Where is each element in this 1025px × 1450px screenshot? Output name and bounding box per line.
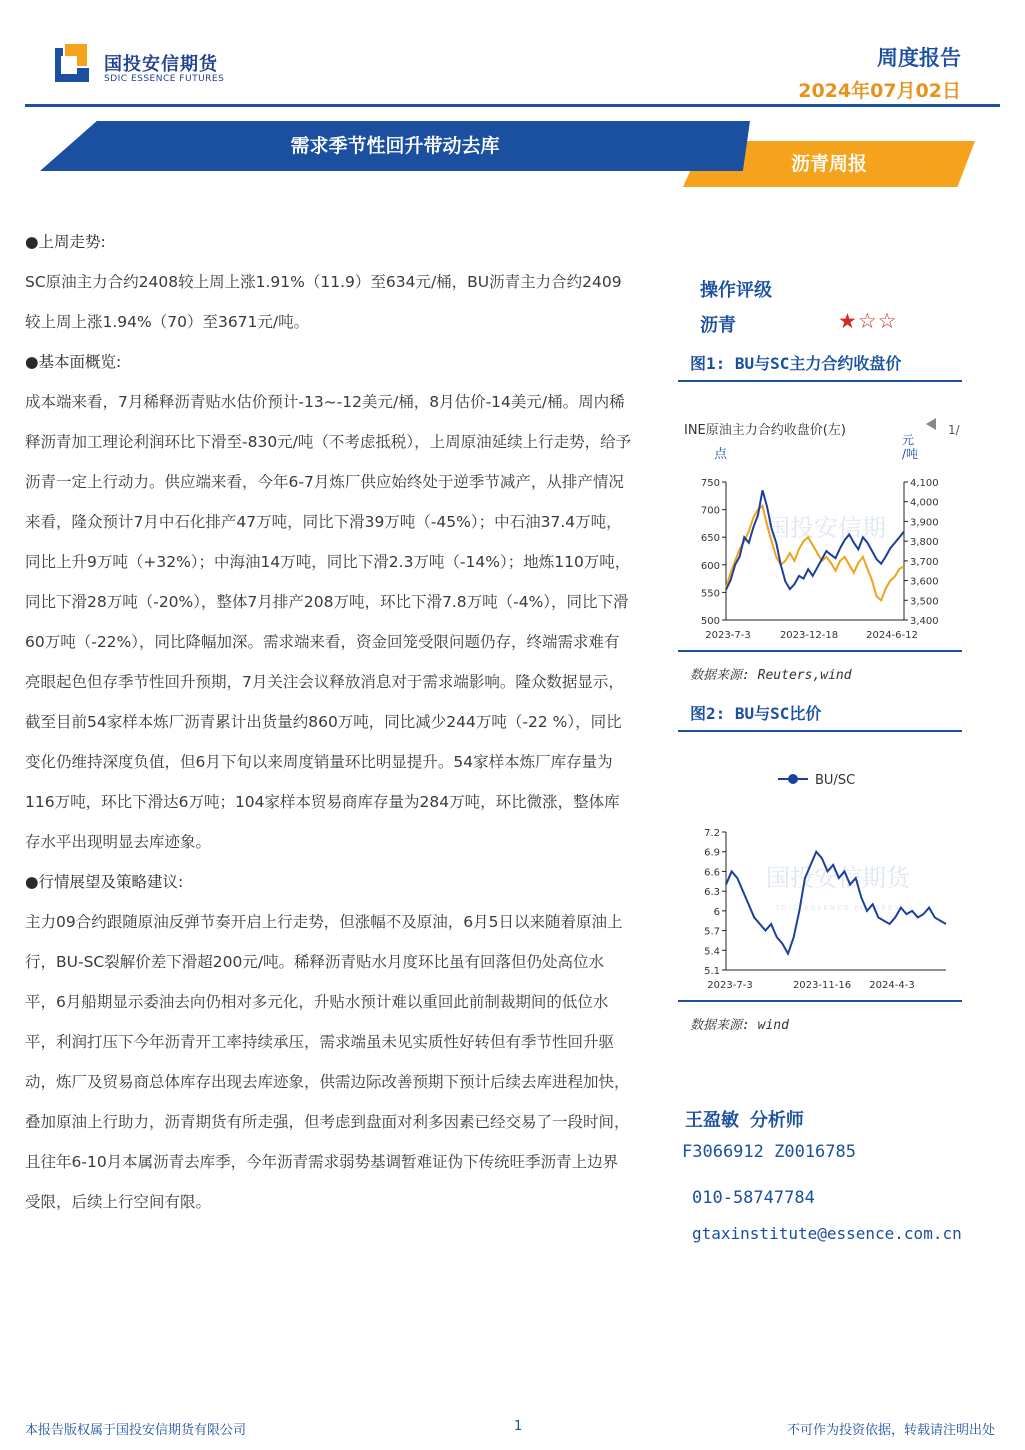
report-date: 2024年07月02日 — [798, 80, 961, 102]
chart1-left-unit: 点 — [714, 447, 728, 462]
chart1-legend-label: INE原油主力合约收盘价(左) — [684, 423, 846, 438]
chart1-left-tick-label: 500 — [700, 616, 720, 627]
report-type: 周度报告 — [877, 46, 961, 70]
chart2-y-tick-label: 7.2 — [704, 828, 720, 839]
rating-stars: ★☆☆ — [838, 309, 898, 333]
chart1-x-tick-label: 2024-6-12 — [866, 630, 918, 641]
chart2-y-tick-label: 6 — [713, 906, 720, 918]
chart1-left-tick-label: 700 — [700, 505, 720, 517]
chart1-series — [726, 490, 904, 600]
footer-disclaimer: 不可作为投资依据，转载请注明出处 — [786, 1423, 995, 1438]
chart2-x-tick-label: 2023-7-3 — [707, 980, 753, 991]
section-paragraph: 主力09合约跟随原油反弹节奏开启上行走势，但涨幅不及原油，6月5日以来随着原油上行，BU-SC裂解价差下滑超200元/吨。稀释沥青贴水月度环比虽有回落但仍处高位水平，6月船期显示委油去向仍相对多元化，升贴水预计难以重回此前制裁期间的低位水平，利润打压下今年沥青开工率持续承压，需求端虽未见实质性好转但有季节性回升驱动，炼厂及贸易商总体库存出现去库迹象，供需边际改善预期下预计后续去库进程加快，叠加原油上行助力，沥青期货有所走强，但考虑到盘面对利多因素已经交易了一段时间，且往年6-10月本属沥青去库季，今年沥青需求弱势基调暂难证伪下传统旺季沥青上边界受限，后续上行空间有限。 — [25, 913, 630, 1211]
figure1-title: 图1: BU与SC主力合约收盘价 — [690, 354, 902, 373]
chart1-right-tick-label: 3,700 — [910, 556, 939, 568]
figure2-chart — [678, 760, 968, 1000]
legend-prev-arrow-icon[interactable] — [926, 418, 936, 430]
chart2-y-tick-label: 5.1 — [704, 966, 720, 977]
chart1-left-tick-label: 550 — [700, 588, 720, 600]
chart2-y-tick-label: 5.4 — [704, 946, 720, 958]
chart2-y-tick-label: 6.9 — [704, 847, 720, 859]
footer-copyright: 本报告版权属于国投安信期货有限公司 — [25, 1423, 247, 1438]
chart1-left-tick-label: 600 — [700, 560, 720, 572]
chart2-watermark-en: SDIC ESSENCE FUTURES — [775, 904, 901, 912]
figure1-chart — [678, 410, 968, 650]
chart1-right-tick-label: 3,600 — [910, 576, 939, 588]
chart2-watermark: 国投安信期货 — [766, 864, 910, 892]
chart1-right-tick-label: 4,000 — [910, 497, 939, 509]
chart1-right-unit-2: /吨 — [902, 447, 919, 461]
chart1-x-tick-label: 2023-7-3 — [705, 630, 751, 641]
chart1-left-tick-label: 750 — [700, 478, 720, 489]
company-logo-name: 国投安信期货 — [104, 54, 218, 75]
section-heading: ●行情展望及策略建议: — [25, 873, 184, 891]
figure2-source: 数据来源: wind — [690, 1018, 789, 1033]
report-body — [25, 222, 633, 1222]
chart1-right-tick-label: 3,400 — [910, 616, 939, 627]
company-logo-english: SDIC ESSENCE FUTURES — [104, 74, 225, 84]
logo-icon — [55, 42, 95, 82]
chart1-right-tick-label: 3,500 — [910, 596, 939, 608]
chart1-right-tick-label: 4,100 — [910, 478, 939, 489]
analyst-license-ids: F3066912 Z0016785 — [682, 1142, 856, 1162]
chart2-y-tick-label: 6.3 — [704, 887, 720, 899]
section-paragraph: SC原油主力合约2408较上周上涨1.91%（11.9）至634元/桶，BU沥青主力合约2409较上周上涨1.94%（70）至3671元/吨。 — [25, 273, 622, 331]
rating-product: 沥青 — [700, 315, 736, 336]
legend-page-indicator[interactable]: 1/ — [948, 423, 960, 437]
rating-title: 操作评级 — [700, 280, 772, 301]
chart2-y-tick-label: 6.6 — [704, 867, 720, 879]
figure2-bottom-divider — [678, 1000, 962, 1002]
analyst-name: 王盈敏 分析师 — [685, 1110, 804, 1131]
chart1-x-tick-label: 2023-12-18 — [779, 630, 839, 641]
chart1-watermark: 国投安信期 — [766, 514, 886, 542]
chart2-legend-label: BU/SC — [815, 773, 856, 788]
chart1-left-tick-label: 650 — [700, 533, 720, 545]
section-heading: ●上周走势: — [25, 233, 106, 251]
banner-tag: 沥青周报 — [790, 153, 867, 175]
figure1-source: 数据来源: Reuters,wind — [690, 668, 852, 683]
figure2-divider — [678, 730, 962, 732]
figure1-bottom-divider — [678, 650, 962, 652]
analyst-email[interactable]: gtaxinstitute@essence.com.cn — [692, 1224, 962, 1243]
chart2-x-tick-label: 2023-11-16 — [792, 980, 852, 991]
banner-title: 需求季节性回升带动去库 — [290, 135, 500, 157]
chart1-right-tick-label: 3,800 — [910, 537, 939, 549]
section-heading: ●基本面概览: — [25, 353, 122, 371]
chart2-legend-marker — [788, 774, 798, 784]
chart1-right-unit: 元 — [902, 433, 915, 447]
analyst-phone: 010-58747784 — [692, 1188, 815, 1208]
chart2-x-tick-label: 2024-4-3 — [869, 980, 915, 991]
section-paragraph: 成本端来看，7月稀释沥青贴水估价预计-13~-12美元/桶，8月估价-14美元/桶。周内稀释沥青加工理论利润环比下滑至-830元/吨（不考虑抵税），上周原油延续上行走势，给予沥青一定上行动力。供应端来看，今年6-7月炼厂供应始终处于逆季节减产，从排产情况来看，隆众预计7月中石化排产47万吨，同比下滑39万吨（-45%）；中石油37.4万吨，同比上升9万吨（+32%）；中海油14万吨，同比下滑2.3万吨（-14%）；地炼110万吨，同比下滑28万吨（-20%），整体7月排产208万吨，环比下滑7.8万吨（-4%），同比下滑60万吨（-22%），同比降幅加深。需求端来看，资金回笼受限问题仍存，终端需求难有亮眼起色但存季节性回升预期，7月关注会议释放消息对于需求端影响。隆众数据显示，截至目前54家样本炼厂沥青累计出货量约860万吨，同比减少244万吨（-22 %），同比变化仍维持深度负值，但6月下旬以来周度销量环比明显提升。54家样本炼厂库存量为116万吨，环比下滑达6万吨；104家样本贸易商库存量为284万吨，环比微涨，整体库存水平出现明显去库迹象。 — [25, 393, 632, 851]
figure1-divider — [678, 380, 962, 382]
chart1-right-tick-label: 3,900 — [910, 517, 939, 529]
chart2-y-tick-label: 5.7 — [704, 926, 720, 938]
footer-page-number: 1 — [514, 1419, 523, 1434]
figure2-title: 图2: BU与SC比价 — [690, 704, 822, 723]
header-divider — [25, 104, 1000, 107]
